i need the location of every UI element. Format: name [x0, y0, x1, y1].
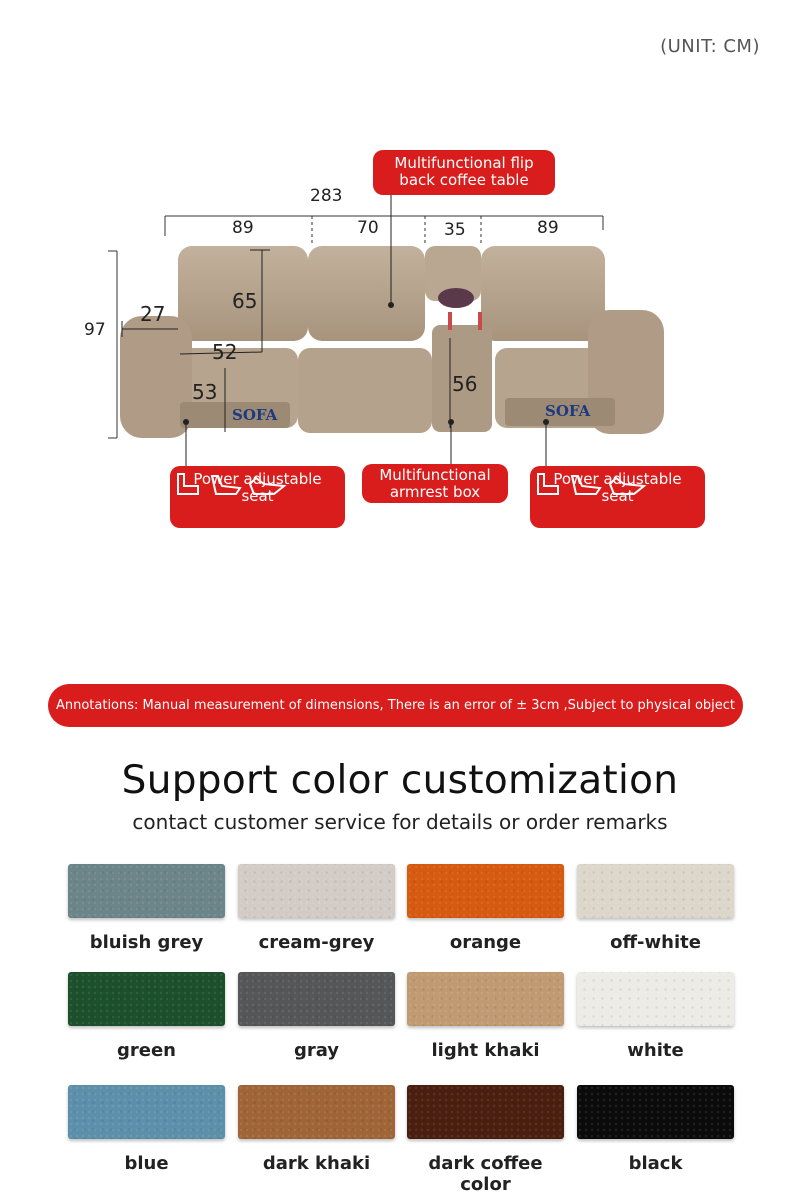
swatch-label: blue — [124, 1153, 169, 1174]
measurement-notice: Annotations: Manual measurement of dimensions, There is an error of ± 3cm ,Subject to physical object — [48, 684, 743, 727]
swatch-chip — [68, 864, 225, 918]
dim-back-height: 65 — [232, 289, 258, 313]
unit-label: (UNIT: CM) — [660, 36, 760, 57]
swatch-chip — [68, 1085, 225, 1139]
swatch-label: dark khaki — [262, 1153, 371, 1174]
swatch-chip — [238, 1085, 395, 1139]
callout-armrest-box-line1: Multifunctional — [379, 466, 491, 484]
dim-height: 97 — [84, 320, 106, 340]
callout-power-seat-left-label: Power adjustable seat — [193, 470, 322, 505]
callout-armrest-box-line2: armrest box — [389, 483, 481, 501]
swatch-label: green — [117, 1040, 176, 1061]
recliner-positions-icon — [530, 470, 650, 500]
color-swatch-green[interactable] — [68, 972, 225, 1061]
sofa-dimension-diagram — [0, 140, 800, 540]
swatch-label: orange — [449, 932, 522, 953]
swatch-label: gray — [293, 1040, 340, 1061]
swatch-chip — [407, 972, 564, 1026]
swatch-label: light khaki — [431, 1040, 540, 1061]
swatch-label: cream-grey — [258, 932, 375, 953]
swatch-chip — [238, 864, 395, 918]
dim-seat-middle: 70 — [357, 218, 379, 238]
callout-power-seat-right-label: Power adjustable seat — [553, 470, 682, 505]
color-swatch-bluish-grey[interactable] — [68, 864, 225, 953]
page-title: Support color customization — [121, 758, 679, 803]
callout-armrest-box — [362, 464, 508, 503]
color-swatch-dark-coffee-color[interactable] — [407, 1085, 564, 1195]
color-swatch-light-khaki[interactable] — [407, 972, 564, 1061]
color-swatch-gray[interactable] — [238, 972, 395, 1061]
color-swatch-orange[interactable] — [407, 864, 564, 953]
swatch-chip — [407, 1085, 564, 1139]
color-swatch-dark-khaki[interactable] — [238, 1085, 395, 1174]
sofa-brand-left: SOFA — [232, 406, 278, 424]
dim-box-height: 56 — [452, 372, 478, 396]
swatch-label: black — [628, 1153, 683, 1174]
callout-coffee-table-line1: Multifunctional flip — [394, 154, 534, 172]
color-swatch-black[interactable] — [577, 1085, 734, 1174]
swatch-chip — [577, 972, 734, 1026]
swatch-label: bluish grey — [89, 932, 204, 953]
swatch-label: dark coffee color — [428, 1153, 543, 1195]
dim-seat-left: 89 — [232, 218, 254, 238]
dim-seat-height: 53 — [192, 380, 218, 404]
swatch-chip — [238, 972, 395, 1026]
color-swatch-off-white[interactable] — [577, 864, 734, 953]
callout-power-seat-left — [170, 466, 345, 528]
color-swatch-white[interactable] — [577, 972, 734, 1061]
color-swatch-cream-grey[interactable] — [238, 864, 395, 953]
dim-console: 35 — [444, 220, 466, 240]
page-subtitle: contact customer service for details or order remarks — [132, 810, 668, 834]
callout-coffee-table — [373, 150, 555, 195]
sofa-brand-right: SOFA — [545, 402, 591, 420]
dim-arm-height: 27 — [140, 302, 166, 326]
callout-coffee-table-line2: back coffee table — [399, 171, 529, 189]
dim-seat-depth: 52 — [212, 340, 238, 364]
swatch-label: white — [627, 1040, 684, 1061]
swatch-chip — [577, 1085, 734, 1139]
swatch-chip — [68, 972, 225, 1026]
color-swatch-blue[interactable] — [68, 1085, 225, 1174]
color-swatch-grid — [68, 864, 734, 1194]
dim-total-width: 283 — [310, 186, 343, 206]
callout-power-seat-right — [530, 466, 705, 528]
swatch-chip — [577, 864, 734, 918]
recliner-positions-icon — [170, 470, 290, 500]
swatch-label: off-white — [610, 932, 701, 953]
dim-seat-right: 89 — [537, 218, 559, 238]
swatch-chip — [407, 864, 564, 918]
